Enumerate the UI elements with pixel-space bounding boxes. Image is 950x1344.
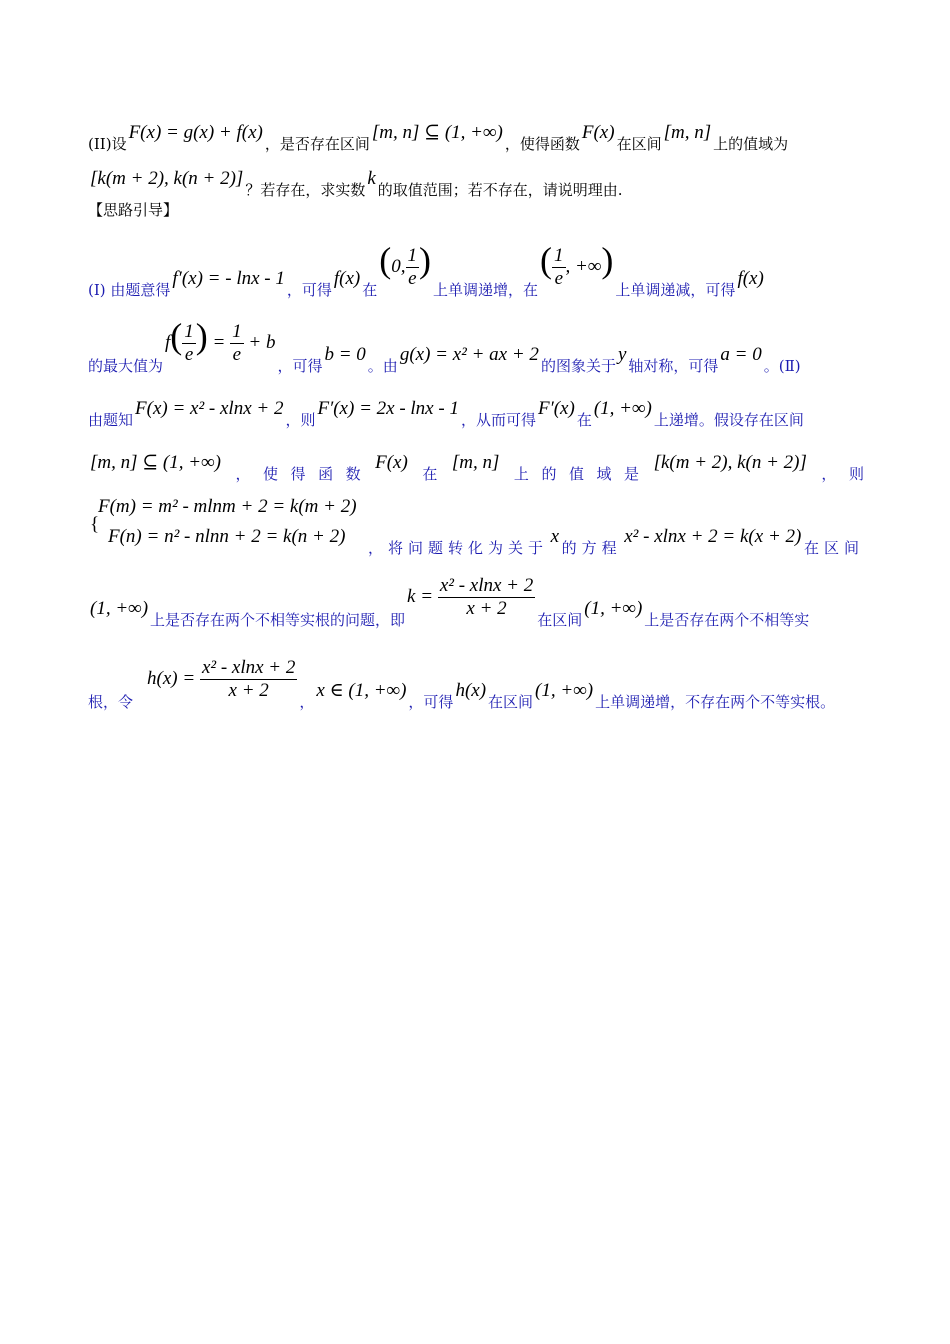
formula-Fx: F(x) — [581, 122, 615, 143]
text: 值 — [568, 465, 584, 483]
text: 是 — [624, 465, 640, 483]
text: 上 — [513, 465, 529, 483]
text: 上是否存在两个不相等实 — [644, 611, 810, 629]
text: 由题知 — [88, 411, 134, 429]
heading-text: 【思路引导】 — [88, 201, 179, 219]
text: 的最大值为 — [88, 357, 164, 375]
formula-hx-2: h(x) — [455, 680, 487, 701]
formula-fx: f(x) — [333, 268, 361, 289]
text: 在区间 — [537, 611, 583, 629]
text: 在 — [362, 281, 378, 299]
text: 在 — [422, 465, 438, 483]
text: 得 — [290, 465, 306, 483]
text: 上单调递增，不存在两个不等实根。 — [595, 693, 836, 711]
text: (Ⅰ) 由题意得 — [88, 281, 171, 299]
text: 上单调递减，可得 — [615, 281, 736, 299]
text: ，则 — [285, 411, 316, 429]
text: 则 — [848, 465, 864, 483]
text: 上递增。假设存在区间 — [653, 411, 804, 429]
system-brace: { — [90, 514, 100, 535]
formula-hx: h(x) = $\frac{\text{x² - xlnx + 2}}{x + 2}$ — [147, 657, 296, 701]
text: 的取值范围；若不存在，请说明理由. — [377, 181, 623, 199]
text: ， — [235, 465, 251, 483]
text: 函 — [318, 465, 334, 483]
text: ，使得函数 — [504, 135, 580, 153]
text: 在 — [576, 411, 592, 429]
guide-line-3 — [88, 386, 864, 430]
formula-interval-b: (1, +∞) — [584, 598, 643, 619]
formula-x: x — [550, 526, 560, 547]
question-line-1 — [88, 110, 864, 154]
formula-interval-1e-inf: ( $\frac{1}{e}$ , +∞) — [540, 239, 614, 289]
formula-Fx-def: F(x) = x² - xlnx + 2 — [135, 398, 284, 419]
formula-Fx-3: F(x) — [375, 452, 408, 473]
formula-interval-1-inf: (1, +∞) — [593, 398, 652, 419]
formula-interval-a: (1, +∞) — [90, 598, 149, 619]
formula-x-domain: x ∈ (1, +∞) — [316, 680, 407, 701]
guide-line-5 — [88, 494, 864, 558]
text: ，可得 — [277, 357, 323, 375]
section-heading — [88, 190, 864, 220]
formula-Fn: F(n) = n² - nlnn + 2 = k(n + 2) — [108, 526, 346, 547]
formula-interval-c: (1, +∞) — [535, 680, 594, 701]
formula-a-zero: a = 0 — [720, 344, 762, 365]
text: ，可得 — [286, 281, 332, 299]
text: 的图象关于 — [540, 357, 616, 375]
part-label: (II) — [88, 135, 112, 153]
formula-y: y — [617, 344, 627, 365]
text: 在区间 — [488, 693, 534, 711]
formula-range-2: [k(m + 2), k(n + 2)] — [653, 452, 807, 473]
text: 的方程 — [561, 539, 622, 557]
text: ，可得 — [408, 693, 454, 711]
text: 上是否存在两个不相等实根的问题，即 — [150, 611, 406, 629]
formula-interval-0-1e: (0, $\frac{1}{e}$ ) — [379, 239, 432, 289]
text: ，将问题转化为关于 — [368, 539, 549, 557]
guide-line-4 — [88, 440, 864, 484]
text: ，从而可得 — [460, 411, 536, 429]
formula-F-definition: F(x) = g(x) + f(x) — [128, 122, 263, 143]
text: 根，令 — [88, 693, 134, 711]
text: 在区间 — [803, 539, 864, 557]
formula-Fm: F(m) = m² - mlnm + 2 = k(m + 2) — [98, 496, 357, 517]
formula-interval: [m, n] ⊆ (1, +∞) — [371, 122, 503, 143]
text: ，是否存在区间 — [264, 135, 370, 153]
formula-gx: g(x) = x² + ax + 2 — [399, 344, 539, 365]
text: ？若存在，求实数 — [245, 181, 366, 199]
text: 上单调递增，在 — [433, 281, 539, 299]
formula-F-prime: F′(x) — [537, 398, 575, 419]
guide-line-1 — [88, 239, 864, 300]
text: 的 — [541, 465, 557, 483]
formula-b-zero: b = 0 — [324, 344, 366, 365]
formula-max-value: f( $\frac{1}{e}$ ) = $\frac{1}{e}$ + b — [165, 315, 276, 365]
formula-mn-2: [m, n] — [451, 452, 500, 473]
formula-mn-subset: [m, n] ⊆ (1, +∞) — [90, 452, 221, 473]
text: ， — [821, 465, 837, 483]
text: 设 — [111, 135, 127, 153]
text: 上的值域为 — [713, 135, 789, 153]
formula-equation: x² - xlnx + 2 = k(x + 2) — [624, 526, 802, 547]
formula-F-derivative: F′(x) = 2x - lnx - 1 — [317, 398, 459, 419]
text: 。(Ⅱ) — [763, 357, 801, 375]
text: 轴对称，可得 — [628, 357, 719, 375]
formula-f-derivative: f′(x) = - lnx - 1 — [172, 268, 285, 289]
guide-line-7 — [88, 648, 864, 712]
text: 数 — [345, 465, 361, 483]
formula-k-fraction: k = $\frac{\text{x² - xlnx + 2}}{x + 2}$ — [407, 575, 534, 619]
text: ， — [299, 693, 315, 711]
formula-fx-2: f(x) — [737, 268, 764, 289]
formula-range: [k(m + 2), k(n + 2)] — [90, 168, 244, 189]
text: 在区间 — [616, 135, 662, 153]
formula-k: k — [367, 168, 376, 189]
text: 使 — [263, 465, 279, 483]
guide-line-6 — [88, 566, 864, 630]
formula-mn: [m, n] — [663, 122, 712, 143]
text: 。由 — [367, 357, 398, 375]
guide-line-2 — [88, 315, 864, 376]
text: 域 — [596, 465, 612, 483]
